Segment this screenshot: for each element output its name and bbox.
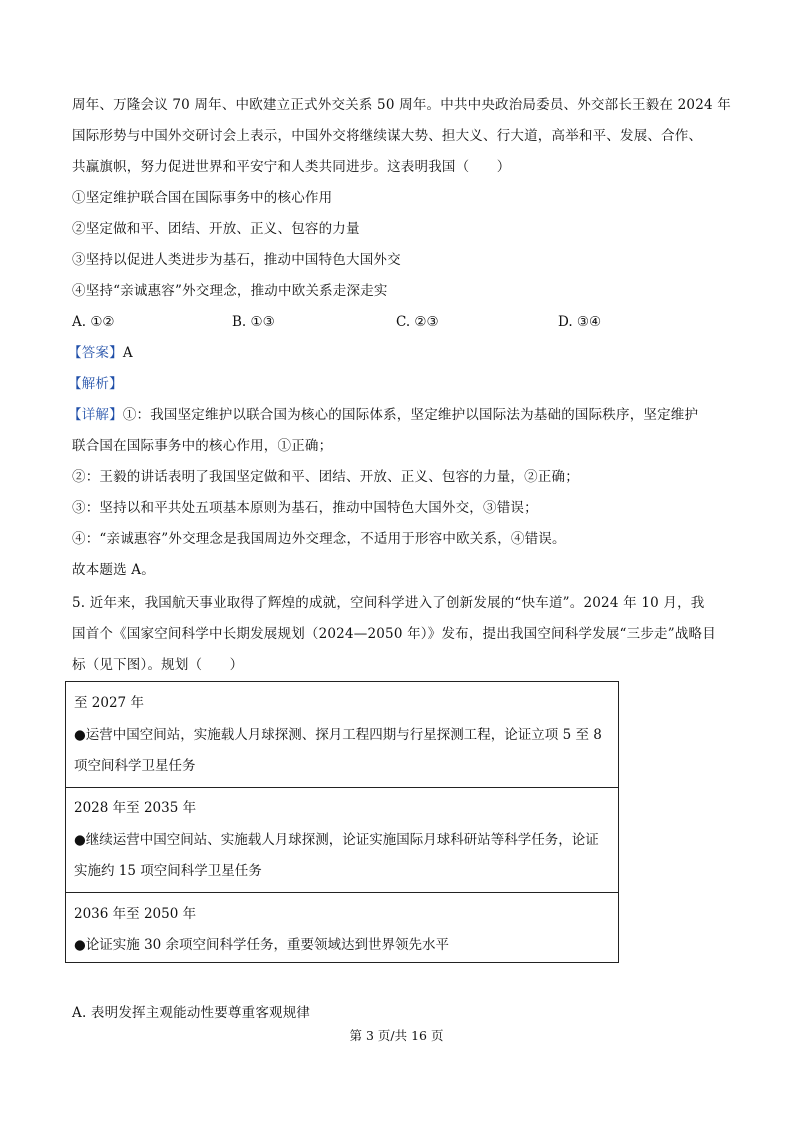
detail-tag: 【详解】	[68, 407, 123, 423]
question-4-stem-line-1: 周年、万隆会议 70 周年、中欧建立正式外交关系 50 周年。中共中央政治局委员、外交部长王毅在 2024 年	[72, 97, 731, 113]
detail-line-4: ③：坚持以和平共处五项基本原则为基石，推动中国特色大国外交，③错误；	[72, 500, 538, 516]
analysis-tag	[68, 374, 123, 394]
option-c: C. ②③	[396, 314, 439, 330]
question-4-item-1: ①坚定维护联合国在国际事务中的核心作用	[72, 190, 333, 206]
question-4-stem-line-2: 国际形势与中国外交研讨会上表示，中国外交将继续谋大势、担大义、行大道，高举和平、发展、合作、	[72, 128, 703, 144]
detail-line-5: ④：“亲诚惠容”外交理念是我国周边外交理念，不适用于形容中欧关系，④错误。	[72, 531, 566, 547]
detail-line-1	[68, 405, 698, 425]
question-4-item-4: ④坚持“亲诚惠容”外交理念，推动中欧关系走深走实	[72, 283, 388, 299]
plan-stage-3	[66, 892, 618, 962]
question-4-item-3: ③坚持以促进人类进步为基石，推动中国特色大国外交	[72, 252, 401, 268]
question-5-stem-line-1: 5. 近年来，我国航天事业取得了辉煌的成就，空间科学进入了创新发展的“快车道”。2024 年 10 月，我	[72, 595, 705, 611]
option-b: B. ①③	[232, 314, 275, 330]
detail-line-2: 联合国在国际事务中的核心作用，①正确；	[72, 438, 333, 454]
option-d: D. ③④	[558, 314, 602, 330]
detail-line-3: ②：王毅的讲话表明了我国坚定做和平、团结、开放、正义、包容的力量，②正确；	[72, 469, 579, 485]
option-a: A. ①②	[72, 314, 115, 330]
detail-text-1: ①：我国坚定维护以联合国为核心的国际体系，坚定维护以国际法为基础的国际秩序，坚定维护	[122, 407, 699, 423]
page-footer: 第 3 页/共 16 页	[349, 1028, 444, 1043]
answer-value: A	[122, 345, 133, 361]
question-5-stem-line-3: 标（见下图）。规划（ ）	[72, 657, 244, 673]
plan-stage-2-period: 2028 年至 2035 年	[74, 800, 197, 816]
plan-stage-2-line-1: ●继续运营中国空间站、实施载人月球探测，论证实施国际月球科研站等科学任务，论证	[74, 832, 599, 848]
plan-stage-1-period: 至 2027 年	[74, 695, 144, 711]
analysis-label: 【解析】	[68, 376, 123, 392]
plan-stage-1	[66, 682, 618, 787]
plan-stage-3-period: 2036 年至 2050 年	[74, 906, 197, 922]
plan-stage-1-line-2: 项空间科学卫星任务	[74, 758, 196, 774]
question-4-stem-line-3: 共赢旗帜，努力促进世界和平安宁和人类共同进步。这表明我国（ ）	[72, 159, 511, 175]
plan-table	[65, 681, 619, 963]
plan-stage-2-line-2: 实施约 15 项空间科学卫星任务	[74, 863, 262, 879]
question-4-item-2: ②坚定做和平、团结、开放、正义、包容的力量	[72, 221, 360, 237]
detail-conclusion: 故本题选 A。	[72, 562, 155, 578]
plan-stage-1-line-1: ●运营中国空间站，实施载人月球探测、探月工程四期与行星探测工程，论证立项 5 至 8	[74, 727, 602, 743]
plan-stage-3-line-1: ●论证实施 30 余项空间科学任务，重要领域达到世界领先水平	[74, 937, 450, 953]
question-5-stem-line-2: 国首个《国家空间科学中长期发展规划（2024—2050 年）》发布，提出我国空间科学发展“三步走”战略目	[72, 626, 716, 642]
plan-stage-2	[66, 787, 618, 892]
answer-tag: 【答案】	[68, 345, 123, 361]
question-5-option-a: A. 表明发挥主观能动性要尊重客观规律	[72, 1005, 311, 1021]
answer-line	[68, 343, 133, 363]
